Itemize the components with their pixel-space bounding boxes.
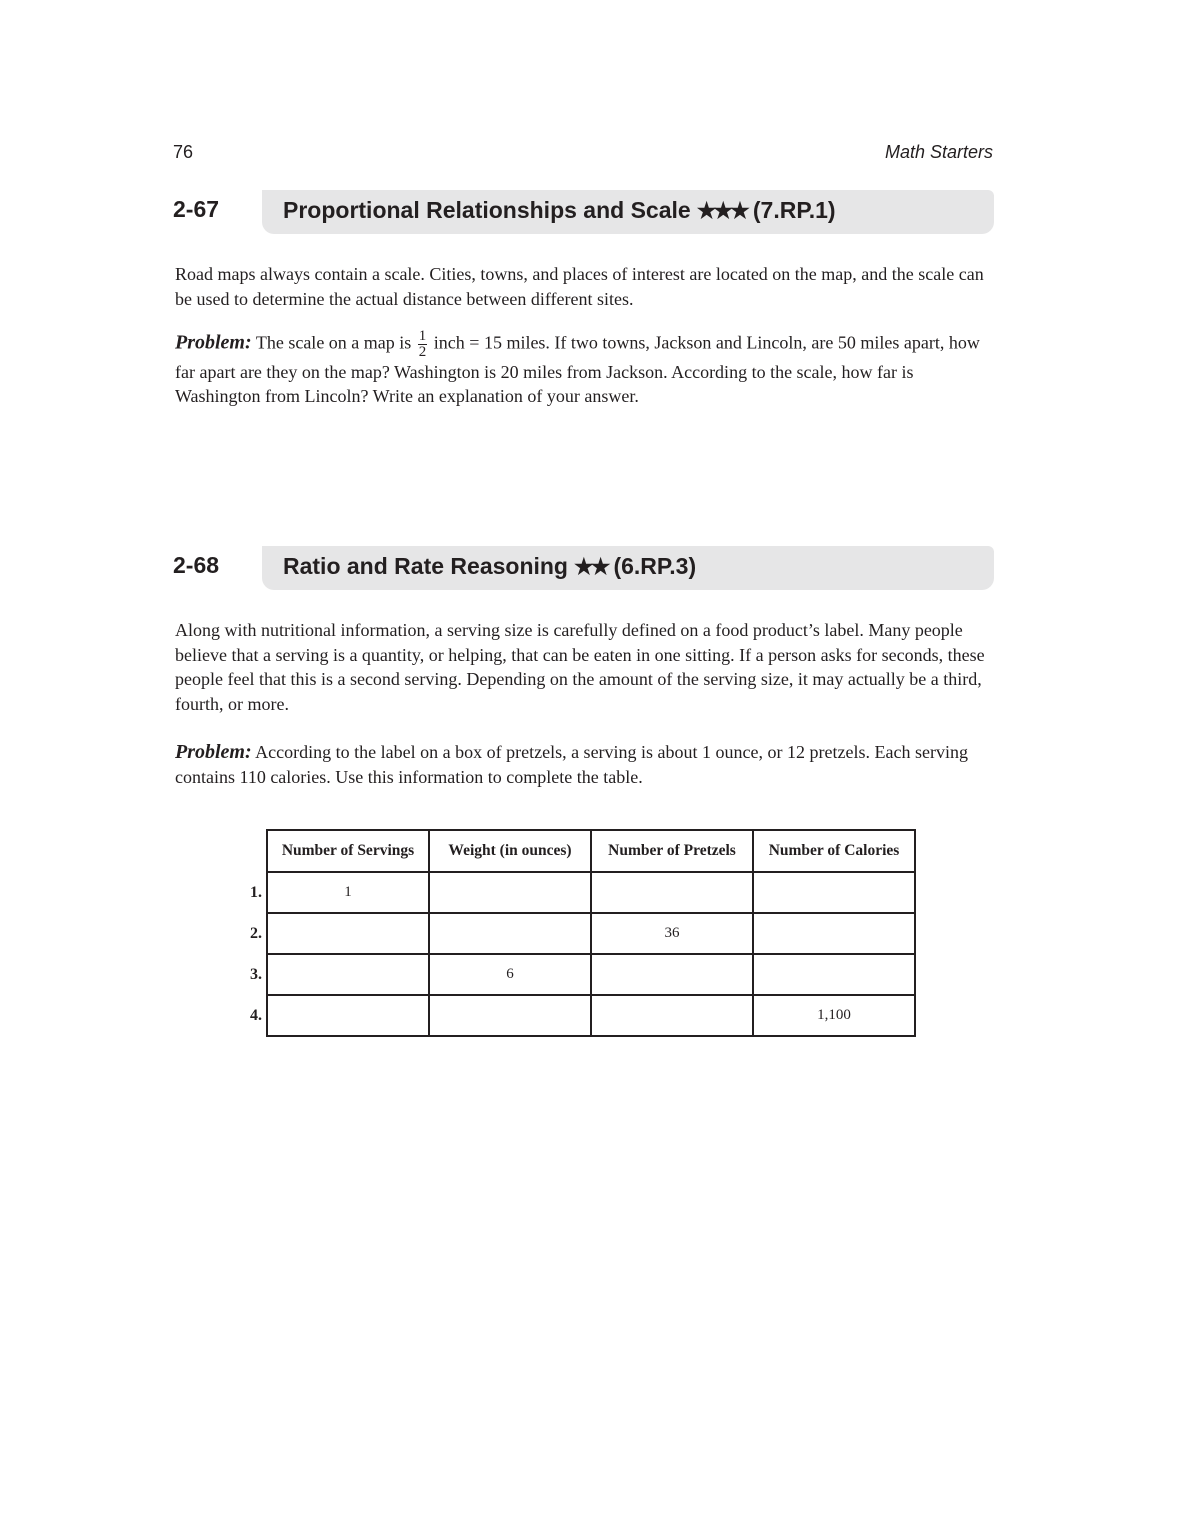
table-cell bbox=[591, 954, 753, 995]
table-cell: 6 bbox=[429, 954, 591, 995]
column-header-weight: Weight (in ounces) bbox=[429, 830, 591, 872]
row-number: 3. bbox=[250, 965, 262, 983]
difficulty-stars-icon: ★★ bbox=[573, 554, 608, 579]
section-heading-2-67 bbox=[173, 190, 994, 234]
table-cell bbox=[753, 954, 915, 995]
table-cell bbox=[429, 872, 591, 913]
table-cell bbox=[429, 995, 591, 1036]
fraction-numerator: 1 bbox=[418, 328, 427, 344]
problem-paragraph bbox=[175, 740, 995, 789]
intro-paragraph: Along with nutritional information, a serving size is carefully defined on a food product’s label. Many people believe that a serving is a quantity, or helping, that can be eaten in one sitting. If a person asks for seconds, these people feel that this is a second serving. Depending on the amount of the serving size, it may actually be a third, fourth, or more. bbox=[175, 620, 985, 714]
data-table bbox=[236, 829, 916, 1037]
column-header-pretzels: Number of Pretzels bbox=[591, 830, 753, 872]
row-number: 1. bbox=[250, 883, 262, 901]
table-cell bbox=[753, 872, 915, 913]
table-row bbox=[236, 913, 915, 954]
table-row bbox=[236, 954, 915, 995]
table-row bbox=[236, 872, 915, 913]
difficulty-stars-icon: ★★★ bbox=[696, 198, 747, 223]
problem-label: Problem: bbox=[175, 741, 252, 763]
table-cell bbox=[429, 913, 591, 954]
title-band bbox=[262, 190, 994, 234]
standard-code: (7.RP.1) bbox=[752, 197, 836, 223]
problem-label: Problem: bbox=[175, 331, 252, 354]
row-number: 4. bbox=[250, 1006, 262, 1024]
fraction-denominator: 2 bbox=[418, 344, 427, 360]
table-cell bbox=[267, 995, 429, 1036]
table-cell bbox=[591, 995, 753, 1036]
table-cell bbox=[753, 913, 915, 954]
column-header-calories: Number of Calories bbox=[753, 830, 915, 872]
running-head bbox=[173, 142, 993, 168]
table-cell: 1 bbox=[267, 872, 429, 913]
table-cell: 36 bbox=[591, 913, 753, 954]
column-header-servings: Number of Servings bbox=[267, 830, 429, 872]
table-cell: 1,100 bbox=[753, 995, 915, 1036]
section-title-text: Proportional Relationships and Scale bbox=[283, 197, 691, 223]
section-title bbox=[283, 197, 836, 224]
problem-paragraph bbox=[175, 329, 995, 408]
row-number: 2. bbox=[250, 924, 262, 942]
table-header-row bbox=[236, 830, 915, 872]
fraction-one-half bbox=[418, 329, 428, 360]
section-number: 2-67 bbox=[173, 196, 220, 222]
title-band bbox=[262, 546, 994, 590]
table-corner bbox=[236, 830, 267, 872]
book-title: Math Starters bbox=[884, 142, 993, 162]
intro-paragraph: Road maps always contain a scale. Cities, towns, and places of interest are located on the map, and the scale can be used to determine the actual distance between different sites. bbox=[175, 264, 984, 309]
problem-text: According to the label on a box of pretzels, a serving is about 1 ounce, or 12 pretzels. Each serving contains 110 calories. Use this information to complete the table. bbox=[175, 742, 968, 787]
pretzel-table bbox=[236, 829, 916, 1037]
section-title bbox=[283, 553, 696, 580]
problem-text-before: The scale on a map is bbox=[255, 332, 412, 353]
problem-text-after: inch = 15 miles. If two towns, Jackson and Lincoln, are 50 miles apart, how far apart are they on the map? Washington is 20 miles from Jackson. According to the scale, how far is Washington from Lincoln? Write an explanation of your answer. bbox=[175, 332, 980, 406]
page-number: 76 bbox=[173, 142, 194, 162]
table-cell bbox=[267, 913, 429, 954]
standard-code: (6.RP.3) bbox=[613, 553, 697, 579]
section-heading-2-68 bbox=[173, 546, 994, 590]
table-row bbox=[236, 995, 915, 1036]
section-number: 2-68 bbox=[173, 552, 220, 578]
section-title-text: Ratio and Rate Reasoning bbox=[283, 553, 568, 579]
table-cell bbox=[267, 954, 429, 995]
table-cell bbox=[591, 872, 753, 913]
